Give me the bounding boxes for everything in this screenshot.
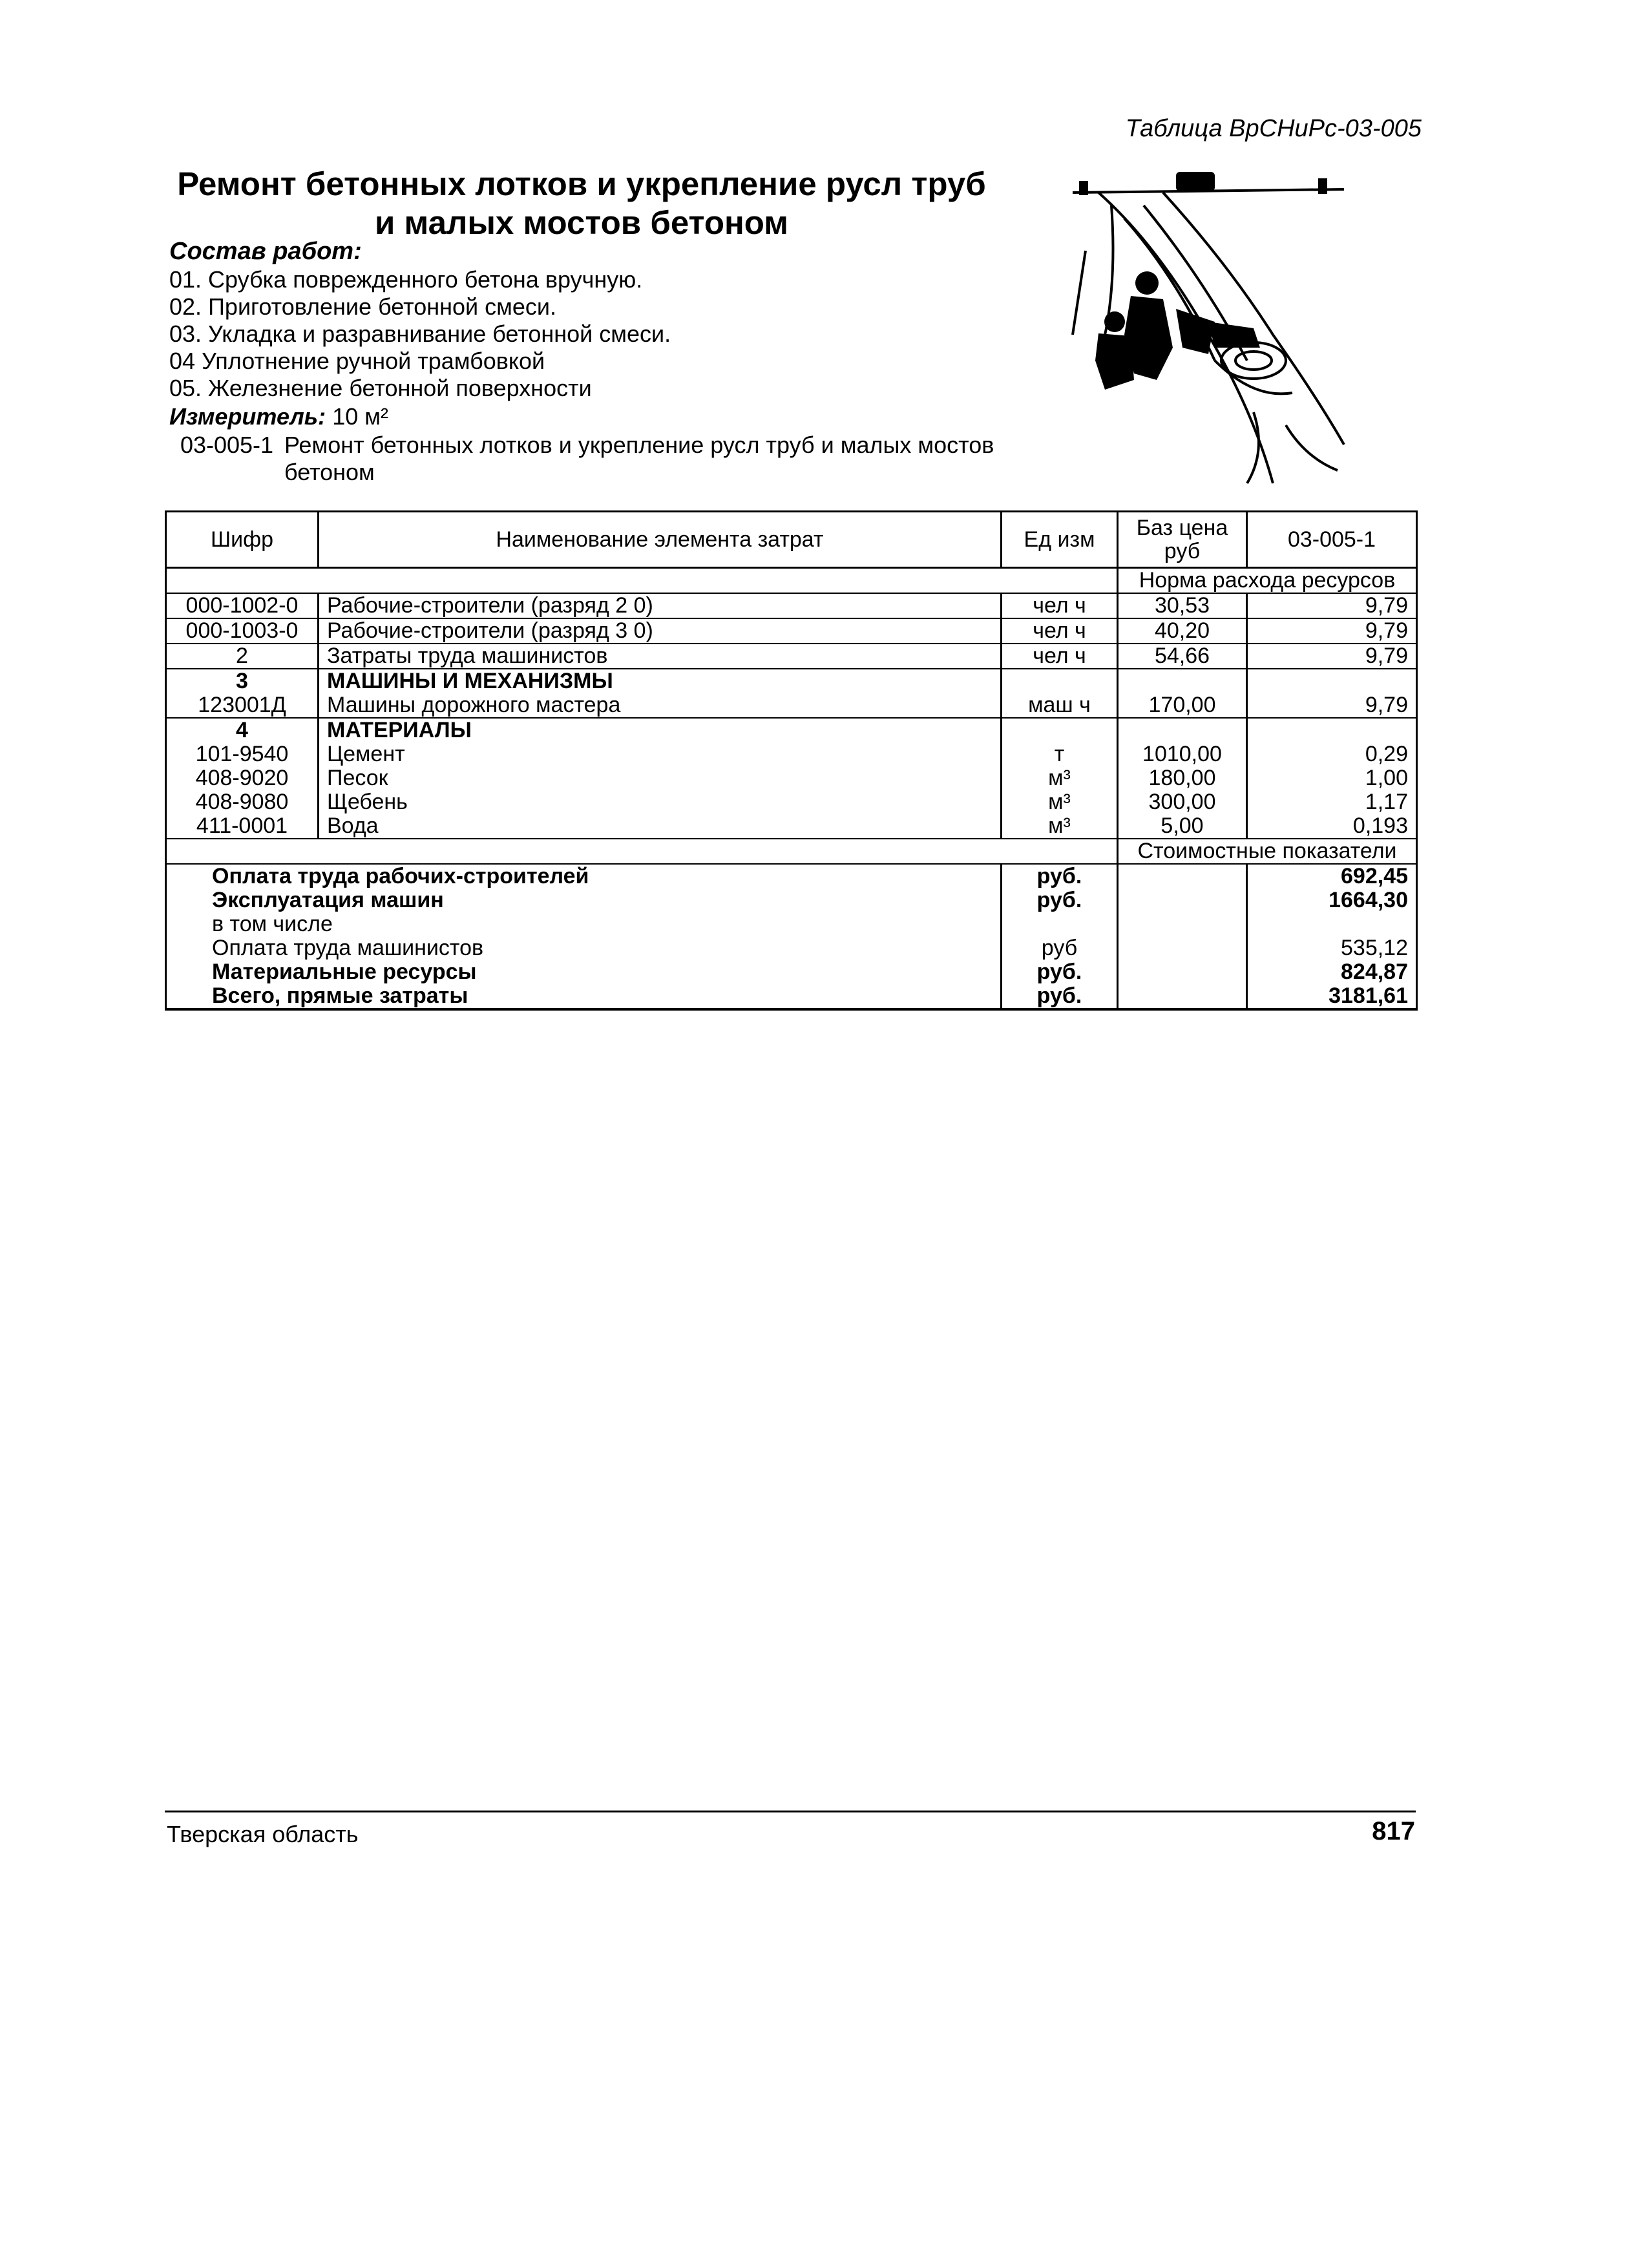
row-code: 3 xyxy=(166,669,319,693)
row-price: 30,53 xyxy=(1118,593,1247,618)
work-item-2: 02. Приготовление бетонной смеси. xyxy=(169,293,556,320)
cost-unit: руб. xyxy=(1002,888,1118,912)
row-code: 123001Д xyxy=(166,693,319,718)
title-line-1: Ремонт бетонных лотков и укрепление русл труб xyxy=(177,165,986,202)
row-price: 300,00 xyxy=(1118,790,1247,814)
workers-repairing-concrete-channel-drawing xyxy=(1060,167,1357,490)
cost-row-total xyxy=(166,984,1417,1009)
row-value: 0,193 xyxy=(1247,814,1417,839)
header-column: 03-005-1 xyxy=(1247,512,1417,568)
row-name: Вода xyxy=(319,814,1002,839)
cost-name: Всего, прямые затраты xyxy=(166,984,1002,1009)
header-unit: Ед изм xyxy=(1002,512,1118,568)
row-value: 1,17 xyxy=(1247,790,1417,814)
row-code: 408-9080 xyxy=(166,790,319,814)
cost-blank xyxy=(1118,960,1247,984)
header-name: Наименование элемента затрат xyxy=(319,512,1002,568)
cost-blank xyxy=(1118,864,1247,888)
page-title xyxy=(162,165,1002,242)
row-code: 2 xyxy=(166,644,319,669)
work-item-4: 04 Уплотнение ручной трамбовкой xyxy=(169,348,545,374)
code-line xyxy=(169,432,1074,486)
cost-row xyxy=(166,960,1417,984)
table-row xyxy=(166,814,1417,839)
table-row xyxy=(166,644,1417,669)
header-price-line-1: Баз цена xyxy=(1136,516,1228,540)
cost-value: 692,45 xyxy=(1247,864,1417,888)
row-code: 000-1003-0 xyxy=(166,618,319,644)
table-row xyxy=(166,742,1417,766)
row-code: 000-1002-0 xyxy=(166,593,319,618)
cost-unit: руб xyxy=(1002,936,1118,960)
table-section-row xyxy=(166,669,1417,693)
work-item-3: 03. Укладка и разравнивание бетонной смеси. xyxy=(169,320,671,347)
table-row xyxy=(166,766,1417,790)
norm-row xyxy=(166,568,1417,594)
cost-blank xyxy=(1118,888,1247,912)
row-unit xyxy=(1002,718,1118,742)
work-composition-heading: Состав работ: xyxy=(169,238,362,265)
row-price: 40,20 xyxy=(1118,618,1247,644)
cost-value: 824,87 xyxy=(1247,960,1417,984)
row-code: 408-9020 xyxy=(166,766,319,790)
row-value: 9,79 xyxy=(1247,618,1417,644)
row-price: 170,00 xyxy=(1118,693,1247,718)
header-code: Шифр xyxy=(166,512,319,568)
table-row xyxy=(166,593,1417,618)
row-name: Песок xyxy=(319,766,1002,790)
row-code: 411-0001 xyxy=(166,814,319,839)
row-price: 5,00 xyxy=(1118,814,1247,839)
cost-label: Стоимостные показатели xyxy=(1118,839,1417,864)
row-unit: м³ xyxy=(1002,790,1118,814)
cost-unit: руб. xyxy=(1002,984,1118,1009)
row-name: Цемент xyxy=(319,742,1002,766)
row-name: Щебень xyxy=(319,790,1002,814)
cost-row-blank xyxy=(166,839,1118,864)
row-name: МАШИНЫ И МЕХАНИЗМЫ xyxy=(319,669,1002,693)
row-value: 9,79 xyxy=(1247,593,1417,618)
cost-value: 1664,30 xyxy=(1247,888,1417,912)
norm-row-blank xyxy=(166,568,1118,594)
title-line-2: и малых мостов бетоном xyxy=(375,204,788,241)
cost-unit: руб. xyxy=(1002,864,1118,888)
header-price-line-2: руб xyxy=(1164,539,1201,563)
page-number: 817 xyxy=(1372,1817,1415,1845)
table-row xyxy=(166,693,1417,718)
row-code: 101-9540 xyxy=(166,742,319,766)
cost-value: 3181,61 xyxy=(1247,984,1417,1009)
row-unit: чел ч xyxy=(1002,618,1118,644)
header-price xyxy=(1118,512,1247,568)
work-item-5: 05. Железнение бетонной поверхности xyxy=(169,375,592,401)
cost-name: в том числе xyxy=(166,912,1002,936)
work-item-1: 01. Срубка поврежденного бетона вручную. xyxy=(169,266,643,293)
cost-unit: руб. xyxy=(1002,960,1118,984)
row-value: 0,29 xyxy=(1247,742,1417,766)
row-name: Машины дорожного мастера xyxy=(319,693,1002,718)
row-price: 180,00 xyxy=(1118,766,1247,790)
row-unit: маш ч xyxy=(1002,693,1118,718)
norm-label: Норма расхода ресурсов xyxy=(1118,568,1417,594)
cost-label-row xyxy=(166,839,1417,864)
footer-region: Тверская область xyxy=(167,1821,359,1847)
cost-row xyxy=(166,912,1417,936)
meter-line xyxy=(169,403,388,430)
table-row xyxy=(166,790,1417,814)
row-price xyxy=(1118,718,1247,742)
row-value xyxy=(1247,718,1417,742)
row-unit: чел ч xyxy=(1002,644,1118,669)
table-section-row xyxy=(166,718,1417,742)
row-value xyxy=(1247,669,1417,693)
cost-row xyxy=(166,864,1417,888)
meter-label: Измеритель: xyxy=(169,403,326,430)
cost-row xyxy=(166,888,1417,912)
cost-value xyxy=(1247,912,1417,936)
row-code: 4 xyxy=(166,718,319,742)
code-line-code: 03-005-1 xyxy=(180,432,274,458)
row-name: Затраты труда машинистов xyxy=(319,644,1002,669)
cost-name: Оплата труда рабочих-строителей xyxy=(166,864,1002,888)
cost-value: 535,12 xyxy=(1247,936,1417,960)
row-unit: м³ xyxy=(1002,814,1118,839)
cost-row xyxy=(166,936,1417,960)
row-name: Рабочие-строители (разряд 3 0) xyxy=(319,618,1002,644)
row-unit: чел ч xyxy=(1002,593,1118,618)
table-id: Таблица ВрСНиРс-03-005 xyxy=(1125,115,1422,142)
row-unit: т xyxy=(1002,742,1118,766)
row-price: 1010,00 xyxy=(1118,742,1247,766)
row-price xyxy=(1118,669,1247,693)
meter-value: 10 м² xyxy=(332,403,388,430)
row-unit xyxy=(1002,669,1118,693)
cost-blank xyxy=(1118,912,1247,936)
row-name: МАТЕРИАЛЫ xyxy=(319,718,1002,742)
cost-table xyxy=(165,510,1418,1011)
row-price: 54,66 xyxy=(1118,644,1247,669)
table-row xyxy=(166,618,1417,644)
cost-blank xyxy=(1118,936,1247,960)
code-line-text: Ремонт бетонных лотков и укрепление русл труб и малых мостов бетоном xyxy=(284,432,994,485)
table-header-row xyxy=(166,512,1417,568)
cost-name: Оплата труда машинистов xyxy=(166,936,1002,960)
row-value: 1,00 xyxy=(1247,766,1417,790)
cost-name: Эксплуатация машин xyxy=(166,888,1002,912)
footer-divider xyxy=(165,1811,1416,1812)
row-name: Рабочие-строители (разряд 2 0) xyxy=(319,593,1002,618)
row-value: 9,79 xyxy=(1247,693,1417,718)
row-unit: м³ xyxy=(1002,766,1118,790)
cost-blank xyxy=(1118,984,1247,1009)
cost-unit xyxy=(1002,912,1118,936)
cost-name: Материальные ресурсы xyxy=(166,960,1002,984)
row-value: 9,79 xyxy=(1247,644,1417,669)
